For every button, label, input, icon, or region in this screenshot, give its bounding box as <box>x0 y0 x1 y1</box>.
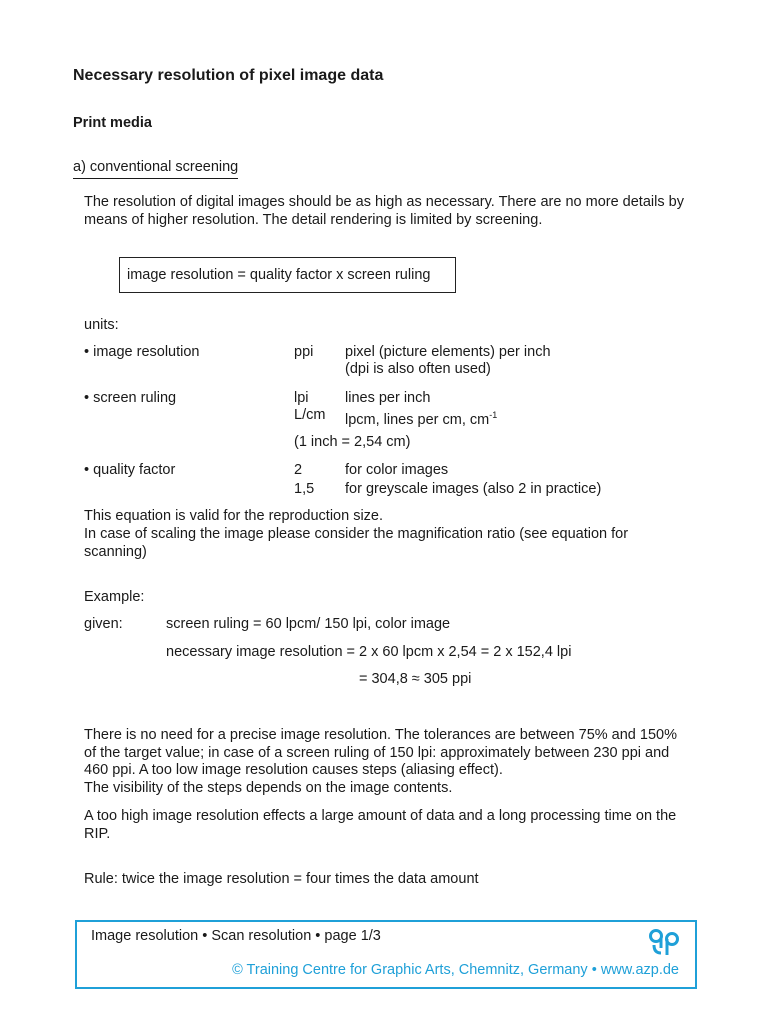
quality-factor-desc-greyscale: for greyscale images (also 2 in practice) <box>345 481 602 497</box>
unit-screen-ruling-desc1: lines per inch <box>345 390 431 406</box>
section-heading: Print media <box>73 115 152 131</box>
formula-box: image resolution = quality factor x screen ruling <box>119 257 456 293</box>
unit-screen-ruling-label: • screen ruling <box>84 390 177 406</box>
units-label: units: <box>84 317 119 333</box>
unit-quality-factor-label: • quality factor <box>84 462 176 478</box>
inch-conversion-note: (1 inch = 2,54 cm) <box>294 434 411 450</box>
quality-factor-desc-color: for color images <box>345 462 449 478</box>
unit-image-resolution-note: (dpi is also often used) <box>345 361 491 377</box>
given-values: screen ruling = 60 lpcm/ 150 lpi, color image <box>166 616 451 632</box>
intro-paragraph: The resolution of digital images should be as high as necessary. There are no more details by means of higher resolution. The detail rendering is limited by screening. <box>84 194 684 228</box>
validity-line: This equation is valid for the reproduction size. <box>84 508 384 524</box>
calculation-line: necessary image resolution = 2 x 60 lpcm x 2,54 = 2 x 152,4 lpi <box>166 644 572 660</box>
rule-line: Rule: twice the image resolution = four times the data amount <box>84 871 479 887</box>
quality-factor-value-color: 2 <box>294 462 303 478</box>
given-label: given: <box>84 616 123 632</box>
unit-image-resolution-desc: pixel (picture elements) per inch <box>345 344 551 360</box>
unit-image-resolution-label: • image resolution <box>84 344 200 360</box>
unit-image-resolution-unit: ppi <box>294 344 314 360</box>
visibility-note: The visibility of the steps depends on the image contents. <box>84 780 453 796</box>
azp-logo-icon <box>649 928 681 956</box>
footer-copyright: © Training Centre for Graphic Arts, Chemnitz, Germany • www.azp.de <box>232 962 679 978</box>
scaling-note: In case of scaling the image please consider the magnification ratio (see equation for scanning) <box>84 526 629 560</box>
page-title: Necessary resolution of pixel image data <box>73 67 384 84</box>
calculation-result: = 304,8 ≈ 305 ppi <box>359 671 472 687</box>
unit-screen-ruling-unit1: lpi <box>294 390 309 406</box>
footer-title: Image resolution • Scan resolution • page 1/3 <box>91 928 381 944</box>
footer <box>75 920 697 989</box>
unit-screen-ruling-unit2: L/cm <box>294 407 326 423</box>
example-label: Example: <box>84 589 145 605</box>
tolerance-paragraph: There is no need for a precise image resolution. The tolerances are between 75% and 150% of the target value; in case of a screen ruling of 150 lpi: approximately between 230 ppi and 460 ppi. A too low image resolution causes steps (aliasing effect). <box>84 727 677 778</box>
subsection-heading: a) conventional screening <box>73 159 238 179</box>
unit-screen-ruling-desc2: lpcm, lines per cm, $cm^{-1}$ <box>345 410 498 428</box>
quality-factor-value-greyscale: 1,5 <box>294 481 315 497</box>
too-high-paragraph: A too high image resolution effects a large amount of data and a long processing time on the RIP. <box>84 808 677 842</box>
